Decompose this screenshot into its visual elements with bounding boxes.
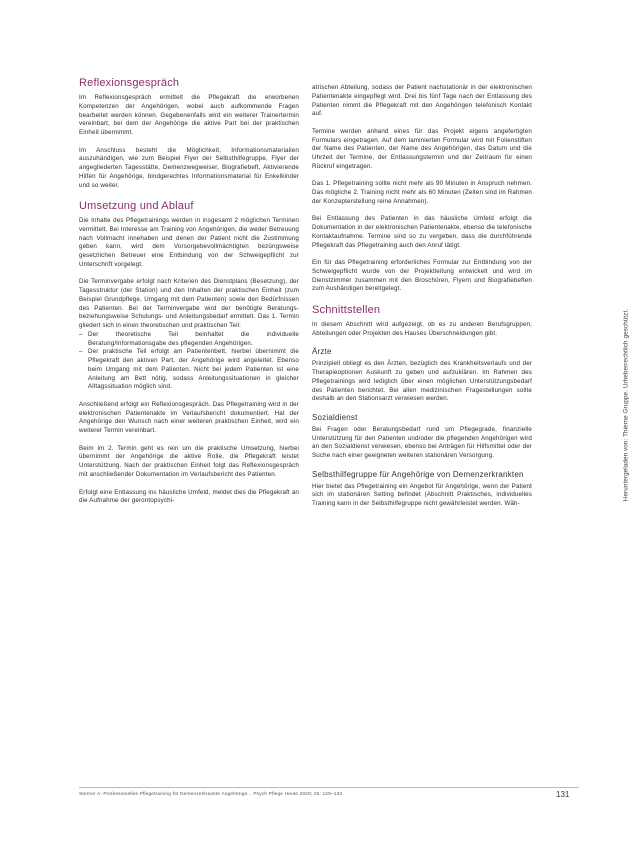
paragraph: Die Inhalte des Pflegetrainings werden in insgesamt 2 möglichen Terminen vermittelt. Bei Interesse am Training von Angehörigen, die weder Betreuung nach Vollmacht innehaben und denen der Patient nicht die Zustimmung geben kann, wird dem Vorsorgebevollmächtigten bezüngsweise gesetzlichen Betreuer eine Entbindung von der Schweigepflicht zur Unterschrift vorgelegt. [79, 217, 299, 268]
paragraph: Im Reflexionsgespräch ermittelt die Pflegekraft die erworbenen Kompetenzen der Angehörigen, wobei auch aufkommende Fragen bearbeitet werden können. Gegebenenfalls wird ein weiterer Trainertermin vereinbart, bei dem der Angehörige die aktive Part bei der praktischen Einheit übernimmt. [79, 94, 299, 136]
subheading-selbsthilfegruppe: Selbsthilfegruppe für Angehörige von Demenzerkrankten [312, 469, 524, 479]
list-item: – Der praktische Teil erfolgt am Patientenbett, hierbei übernimmt die Pflegekraft den aktiven Part, der Angehörige wird angeleitet. Ebenso beim Umgang mit dem Patienten. Nicht bei jedem Patienten ist eine Anleitung am Bett nötig, sodass Anleitungssituationen in gleicher Alltagssituation möglich sind. [79, 348, 299, 392]
paragraph: atrischen Abteilung, sodass der Patient nachstationär in der elektronischen Patientenakte eingepflegt wird. Drei bis fünf Tage nach der Entlassung des Patienten nimmt die Pflegekraft mit den Angehörigen telefonisch Kontakt auf. [312, 84, 532, 118]
paragraph: Ein für das Pflegetraining erforderliches Formular zur Entbindung von der Schweigepflicht wurde von der Projektleitung entwickelt und wird im Dienstzimmer zusammen mit den Broschüren, Flyern und Biografiebeften zum Aushändigen bereitgelegt. [312, 259, 532, 293]
section-heading-umsetzung: Umsetzung und Ablauf [79, 200, 194, 213]
paragraph: Das 1. Pflegetraining sollte nicht mehr als 90 Minuten in Anspruch nehmen. Das mögliche 2. Training nicht mehr als 60 Minuten (Zeiten sind im Rahmen der Konzepterstellung reine Annahmen). [312, 180, 532, 205]
left-column [79, 76, 299, 515]
paragraph: Anschließend erfolgt ein Reflexionsgespräch. Das Pflegetraining wird in der elektronischen Patientenakte im Verlaufsbericht dokumentiert. Hat der Angehörige den Wunsch nach einer weiteren praktischen Einheit, wird ein weiterer Termin vereinbart. [79, 400, 299, 435]
paragraph: Termine werden anhand eines für das Projekt eigens angefertigten Formulars eingetragen. Auf dem laminierten Formular wird mit Folienstiften der Name des Patienten, der Name des Angehörigen, das Datum und die Uhrzeit der Termine, der Entlassungstermin und der Zeitraum für einen Rückruf eingetragen. [312, 127, 532, 170]
paragraph: Bei Fragen oder Beratungsbedarf rund um Pflegegrade, finanzielle Unterstützung für den Patienten und/oder die pflegenden Angehörigen wird an den Sozialdienst verwiesen, ebenso bei Anträgen für Hilfsmittel oder der Suche nach einer geeigneten weiteren stationären Versorgung. [312, 425, 532, 460]
paragraph: Prinzipiell obliegt es den Ärzten, bezüglich des Krankheitsverlaufs und der Therapieoptionen Auskunft zu geben und aufzuklären. Im Rahmen des Pflegetrainings wird lediglich über einen möglichen Unterstützungsbedarf des Patienten berichtet. Bei allen medizinischen Fragestellungen sollte deshalb an den Stationsarzt verwiesen werden. [312, 360, 532, 403]
paragraph: Beim im 2. Termin geht es rein um die praktische Umsetzung, hierbei übernimmt der Angehörige die aktive Rolle, die Pflegekraft leistet Unterstützung. Nach der praktischen Einheit folgt das Reflexionsgespräch mit anschließender Dokumentation im Verlaufsbericht des Patienten. [79, 444, 299, 478]
paragraph: Hier bietet das Pflegetraining ein Angebot für Angehörige, wenn der Patient sich im stationären Setting befindet (Abschnitt Praktisches, individuelles Training kann in der Selbsthilfegruppe nicht gewährleistet werden. Wäh- [312, 482, 532, 508]
subheading-sozialdienst: Sozialdienst [312, 412, 358, 422]
paragraph: Bei Entlassung des Patienten in das häusliche Umfeld erfolgt die Dokumentation in der elektronischen Patientenakte, ebenso die telefonische Kontaktaufnahme. Termine sind so zu vergeben, dass die durchführende Pflegekraft das Pflegetraining auch den Anruf tätigt. [312, 215, 532, 249]
page-number: 131 [556, 790, 570, 799]
subheading-aerzte: Ärzte [312, 347, 332, 357]
list-item: – Der theoretische Teil beinhaltet die individuelle Beratung/Informationsgabe des pflegenden Angehörigen. [79, 331, 299, 349]
paragraph: Die Terminvergabe erfolgt nach Kriterien des Dienstplans (Besetzung), der Tagesstruktur (der Station) und den Inhalten der praktischen Einheit (zum Beispiel Grundpflege, Umgang mit dem Patienten) sowie den Bedürfnissen des Patienten. Bei der Terminvergabe wird der benötigte Beratungs- beziehungsweise Schulungs- und Anleitungsbedarf ermittelt. Das 1. Termin gliedert sich in einen theoretischen und praktischen Teil: [79, 278, 299, 330]
right-column [312, 84, 532, 518]
footer-citation: Sterner A. Professionelles Pflegetraining für Demenzerkrankte Angehörige... Psych Pflege Heute 2020; 26: 129–133 [79, 792, 343, 797]
paragraph: In diesem Abschnitt wird aufgezeigt, ob es zu anderen Berufsgruppen, Abteilungen oder Projekten des Hauses Überschneidungen gibt. [312, 320, 532, 337]
section-heading-schnittstellen: Schnittstellen [312, 303, 381, 316]
paragraph: Erfolgt eine Entlassung ins häusliche Umfeld, meldet dies die Pflegekraft an die Aufnahme der gerontopsychi- [79, 488, 299, 505]
download-notice-text: Heruntergeladen von: Thieme Gruppe. Urheberrechtlich geschützt. [622, 308, 630, 502]
paragraph: Im Anschluss besteht die Möglichkeit, Informationsmaterialien auszuhändigen, wie zum Beispiel Flyer der Selbsthilfegruppe, Flyer der angegliederten Tagesstätte, Demenzwegweiser, Biografiebeft, Aktivierende Hilfen für Angehörige, bindgerechtes Informationsmaterial für Enkelkinder und so weiter. [79, 146, 299, 189]
footer-divider [79, 787, 579, 788]
bullet-list [79, 331, 299, 392]
section-heading-reflexion: Reflexionsgespräch [79, 77, 180, 89]
download-notice [620, 240, 632, 570]
